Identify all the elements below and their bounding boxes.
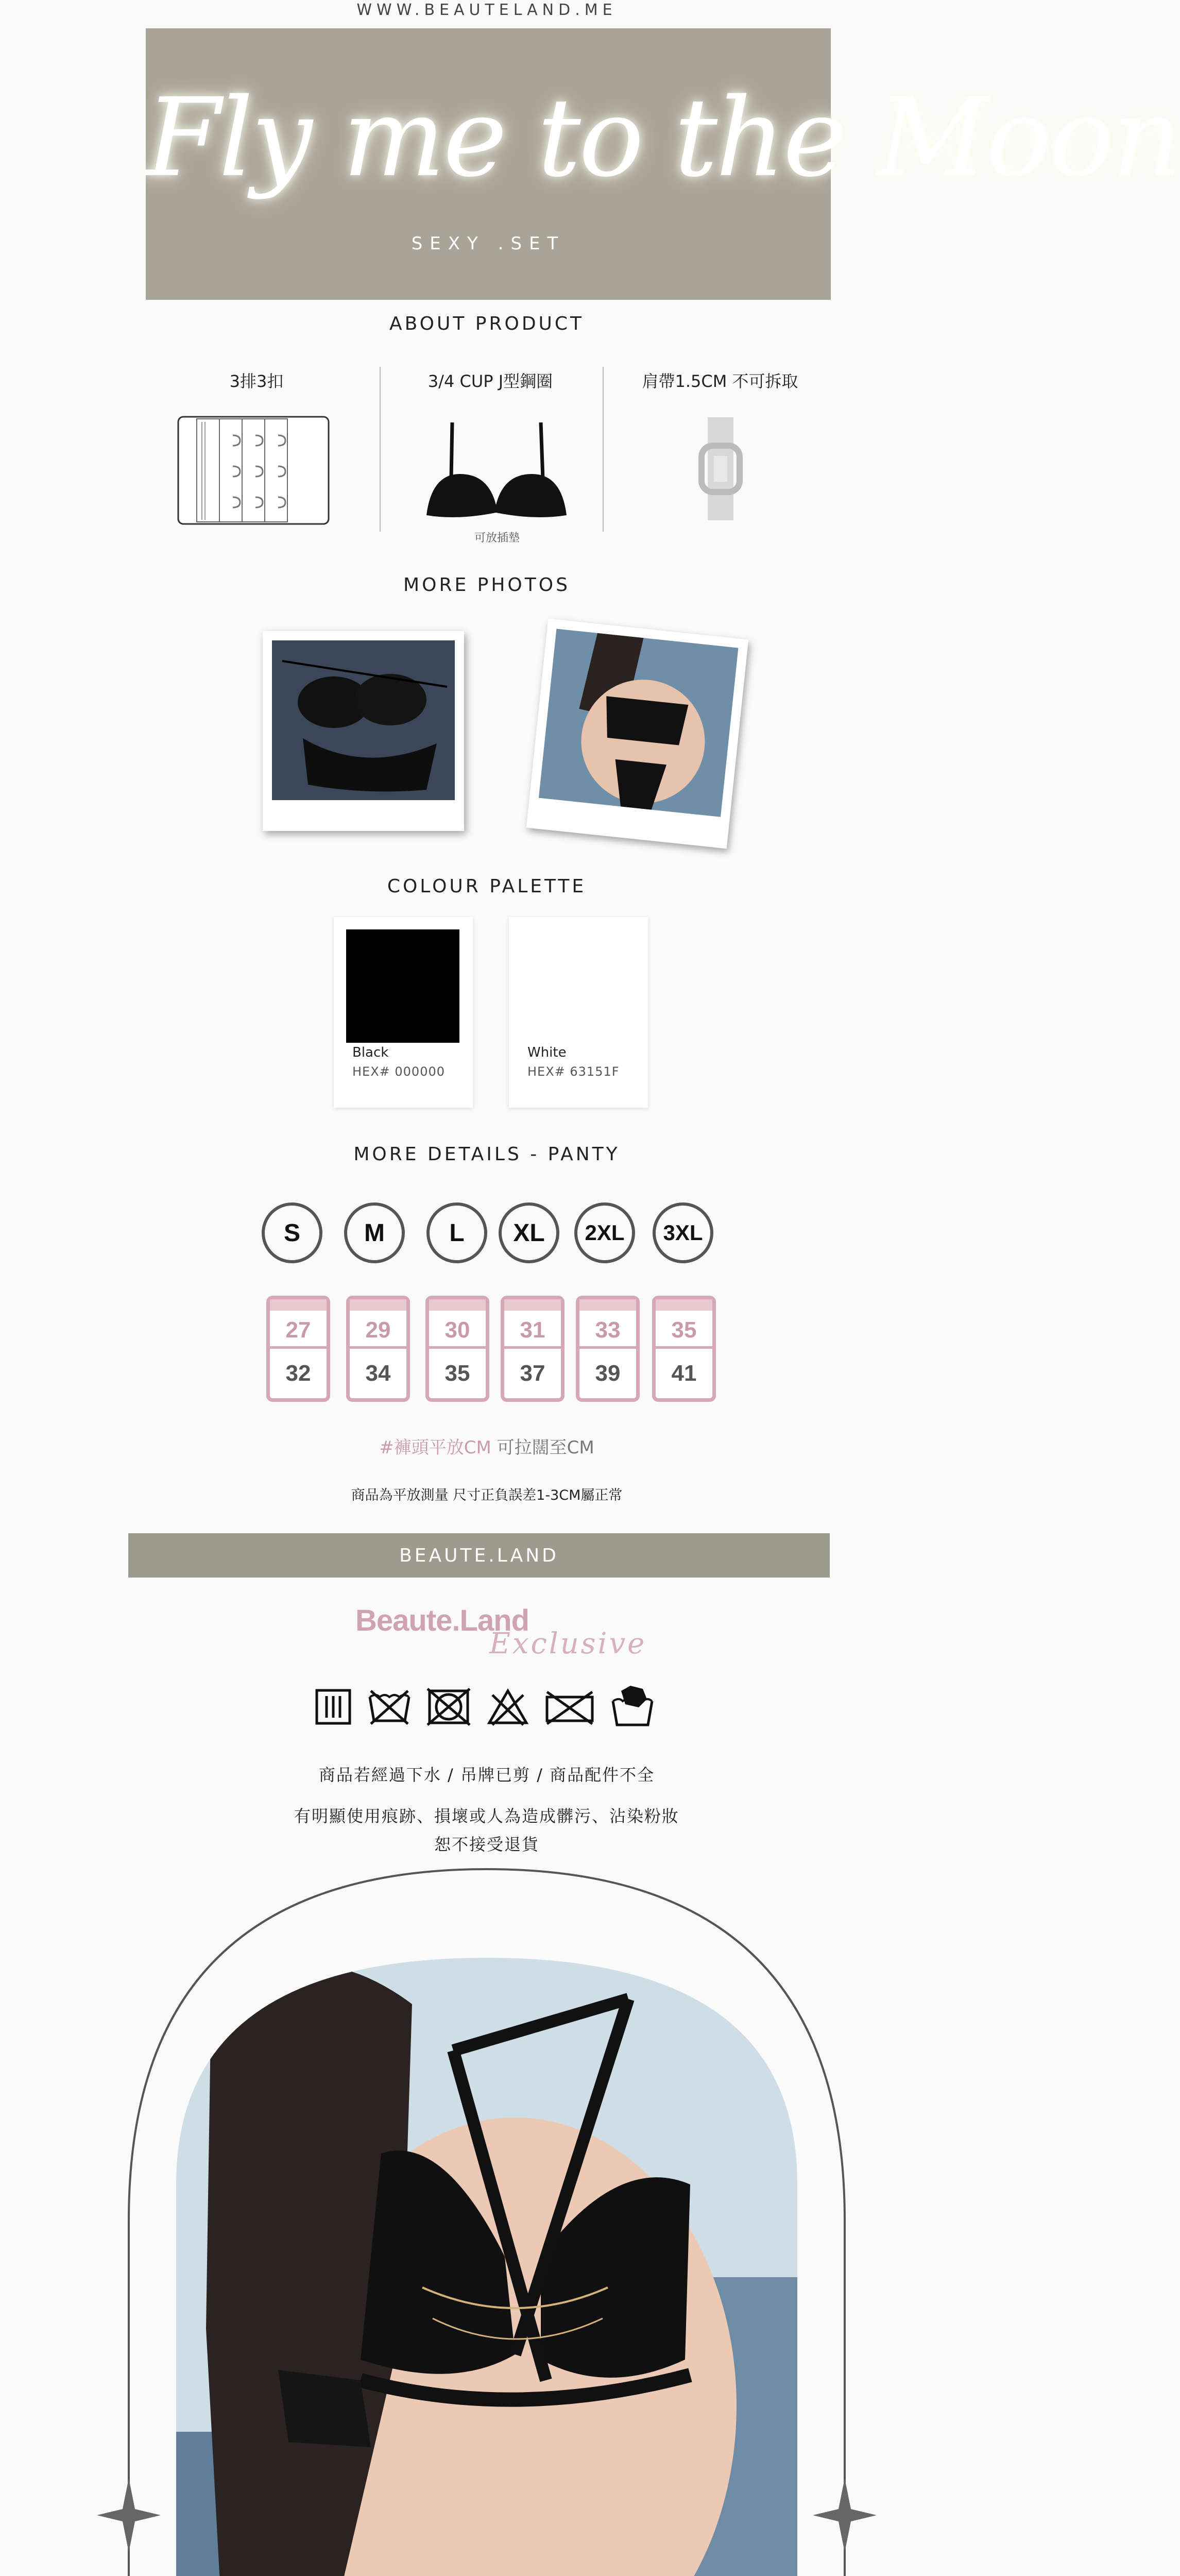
do-not-wash-icon xyxy=(367,1689,412,1725)
waist-stretch: 41 xyxy=(671,1361,697,1386)
size-xl[interactable]: XL xyxy=(499,1202,559,1263)
legend-stretch: 可拉闊至CM xyxy=(491,1437,594,1458)
brand-bar: BEAUTE.LAND xyxy=(128,1533,830,1578)
colour-palette-title: COLOUR PALETTE xyxy=(387,876,587,897)
arch-photo-frame xyxy=(93,1865,881,2576)
site-url[interactable]: WWW.BEAUTELAND.ME xyxy=(356,1,617,19)
waist-stretch: 37 xyxy=(520,1361,545,1386)
brand-logo-main: Beaute.Land xyxy=(355,1604,529,1637)
divider xyxy=(603,367,604,532)
do-not-dry-clean-icon xyxy=(425,1687,472,1727)
measure-box-3xl xyxy=(652,1296,716,1402)
measurement-legend xyxy=(0,1433,973,1459)
do-not-iron-icon xyxy=(544,1690,595,1725)
measure-box-s xyxy=(266,1296,330,1402)
model-closeup-image xyxy=(93,1865,881,2576)
no-tumble-dry-icon xyxy=(315,1689,351,1725)
size-2xl[interactable]: 2XL xyxy=(574,1202,635,1263)
size-3xl[interactable]: 3XL xyxy=(653,1202,713,1263)
hero-subtitle: SEXY .SET xyxy=(411,233,566,254)
measure-box-2xl xyxy=(576,1296,640,1402)
swatch-name: White xyxy=(527,1045,567,1060)
waist-flat: 30 xyxy=(429,1299,486,1349)
swatch-name: Black xyxy=(352,1045,389,1060)
photo-model[interactable] xyxy=(526,619,749,849)
model-photo-image xyxy=(539,629,739,817)
return-policy-line-2: 有明顯使用痕跡、損壞或人為造成髒污、沾染粉妝 xyxy=(294,1806,679,1826)
measure-box-l xyxy=(425,1296,489,1402)
feature-label-closure: 3排3扣 xyxy=(229,371,284,391)
bra-icon xyxy=(421,417,571,523)
hook-eye-closure-icon xyxy=(176,415,332,527)
divider xyxy=(380,367,381,532)
waist-stretch: 32 xyxy=(285,1361,311,1386)
waist-flat: 27 xyxy=(270,1299,327,1349)
waist-stretch: 35 xyxy=(444,1361,470,1386)
hero-banner xyxy=(146,28,1180,300)
feature-label-cup: 3/4 CUP J型鋼圈 xyxy=(427,371,553,391)
waist-flat: 29 xyxy=(350,1299,406,1349)
lingerie-flatlay-image xyxy=(272,640,455,800)
waist-flat: 31 xyxy=(504,1299,561,1349)
return-policy-line-1: 商品若經過下水 / 吊牌已剪 / 商品配件不全 xyxy=(318,1765,655,1785)
measurement-note: 商品為平放測量 尺寸正負誤差1-3CM屬正常 xyxy=(351,1487,623,1503)
swatch-black xyxy=(346,929,459,1043)
strap-buckle-icon xyxy=(698,417,743,520)
cup-note: 可放插墊 xyxy=(474,532,520,545)
size-s[interactable]: S xyxy=(262,1202,322,1263)
measure-box-xl xyxy=(501,1296,565,1402)
measure-box-m xyxy=(346,1296,410,1402)
brand-logo-script: Exclusive xyxy=(489,1627,647,1660)
waist-stretch: 39 xyxy=(595,1361,621,1386)
swatch-card-black[interactable] xyxy=(334,917,473,1108)
swatch-card-white[interactable] xyxy=(509,917,648,1108)
hand-wash-icon xyxy=(610,1684,656,1727)
size-m[interactable]: M xyxy=(344,1202,405,1263)
more-photos-title: MORE PHOTOS xyxy=(403,574,570,596)
photo-lingerie-flatlay[interactable] xyxy=(263,631,464,831)
waist-flat: 33 xyxy=(579,1299,636,1349)
about-product-title: ABOUT PRODUCT xyxy=(389,313,585,334)
legend-flat: #褲頭平放CM xyxy=(379,1437,491,1458)
size-l[interactable]: L xyxy=(426,1202,487,1263)
return-policy-line-3: 恕不接受退貨 xyxy=(434,1835,539,1854)
do-not-bleach-icon xyxy=(487,1688,528,1726)
waist-flat: 35 xyxy=(656,1299,712,1349)
feature-label-strap: 肩帶1.5CM 不可拆取 xyxy=(642,371,798,391)
hero-title: Fly me to the Moon xyxy=(146,75,1180,201)
swatch-white xyxy=(521,929,635,1043)
swatch-hex: HEX# 000000 xyxy=(352,1064,446,1079)
waist-stretch: 34 xyxy=(365,1361,391,1386)
panty-details-title: MORE DETAILS - PANTY xyxy=(353,1144,620,1165)
swatch-hex: HEX# 63151F xyxy=(527,1064,620,1079)
